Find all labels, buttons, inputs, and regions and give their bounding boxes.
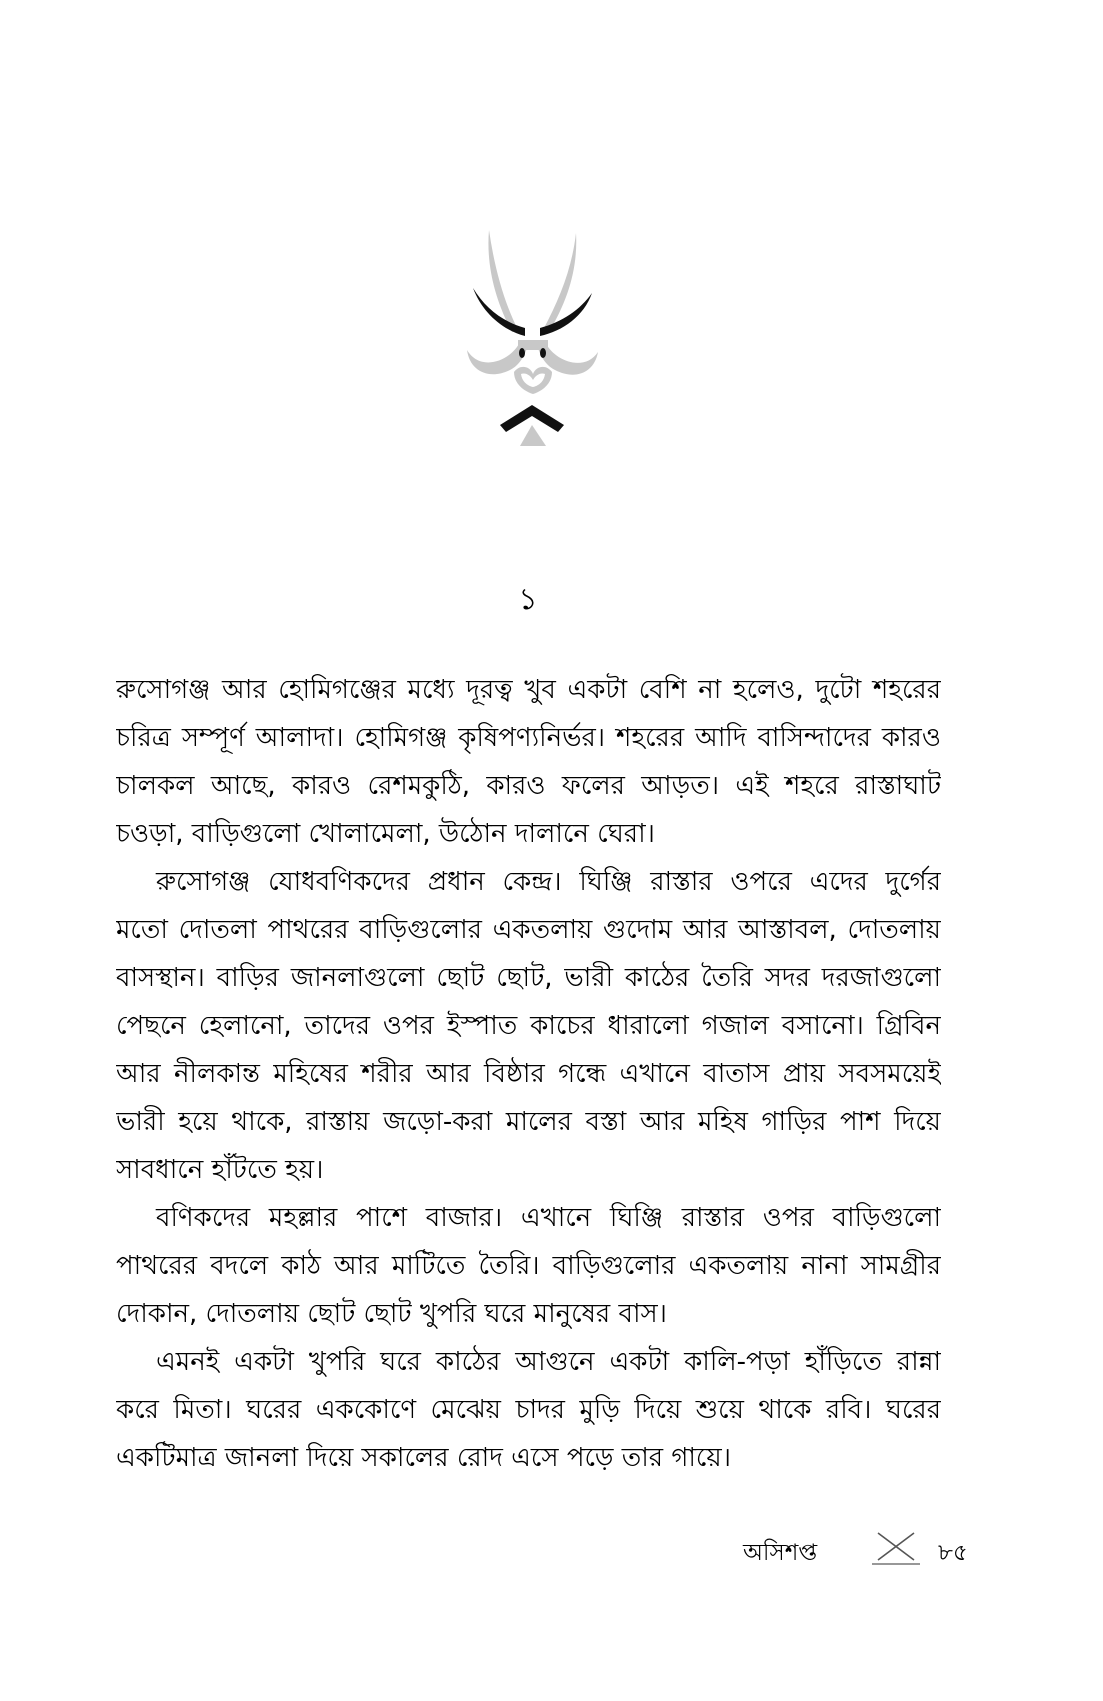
text-line: বাসস্থান। বাড়ির জানলাগুলো ছোট ছোট, ভারী কাঠের তৈরি সদর দরজাগুলো: [116, 963, 941, 993]
text-line: একটিমাত্র জানলা দিয়ে সকালের রোদ এসে পড়ে তার গায়ে।: [116, 1443, 731, 1473]
text-line: বণিকদের মহল্লার পাশে বাজার। এখানে ঘিঞ্জি রাস্তার ওপর বাড়িগুলো: [156, 1203, 941, 1233]
text-line: রুসোগঞ্জ যোধবণিকদের প্রধান কেন্দ্র। ঘিঞ্জি রাস্তার ওপরে এদের দুর্গের: [156, 867, 941, 897]
text-line: পাথরের বদলে কাঠ আর মাটিতে তৈরি। বাড়িগুলোর একতলায় নানা সামগ্রীর: [116, 1251, 941, 1281]
text-line: পেছনে হেলানো, তাদের ওপর ইস্পাত কাচের ধারালো গজাল বসানো। গ্রিবিন: [116, 1011, 941, 1041]
paragraph: [116, 1340, 941, 1484]
text-line: চওড়া, বাড়িগুলো খোলামেলা, উঠোন দালানে ঘেরা।: [116, 819, 655, 849]
book-title: অসিশপ্ত: [743, 1540, 818, 1566]
page-footer: [700, 1528, 990, 1572]
page-number: ৮৫: [938, 1540, 968, 1566]
text-line: রুসোগঞ্জ আর হোমিগঞ্জের মধ্যে দূরত্ব খুব একটা বেশি না হলেও, দুটো শহরের: [116, 675, 941, 705]
text-line: ভারী হয়ে থাকে, রাস্তায় জড়ো-করা মালের বস্তা আর মহিষ গাড়ির পাশ দিয়ে: [116, 1107, 941, 1137]
text-line: মতো দোতলা পাথরের বাড়িগুলোর একতলায় গুদোম আর আস্তাবল, দোতলায়: [116, 915, 941, 945]
paragraph: [116, 1196, 941, 1340]
chapter-number: ১: [518, 582, 538, 617]
paragraph: [116, 668, 941, 860]
text-line: চরিত্র সম্পূর্ণ আলাদা। হোমিগঞ্জ কৃষিপণ্যনির্ভর। শহরের আদি বাসিন্দাদের কারও: [116, 723, 941, 753]
text-line: করে মিতা। ঘরের এককোণে মেঝেয় চাদর মুড়ি দিয়ে শুয়ে থাকে রবি। ঘরের: [116, 1395, 941, 1425]
body-text: [116, 668, 941, 1484]
text-line: সাবধানে হাঁটতে হয়।: [116, 1155, 324, 1185]
text-line: আর নীলকান্ত মহিষের শরীর আর বিষ্ঠার গন্ধে এখানে বাতাস প্রায় সবসময়েই: [116, 1059, 941, 1089]
text-line: চালকল আছে, কারও রেশমকুঠি, কারও ফলের আড়ত। এই শহরে রাস্তাঘাট: [116, 771, 941, 801]
crossed-swords-icon: [868, 1528, 924, 1568]
text-line: এমনই একটা খুপরি ঘরে কাঠের আগুনে একটা কালি-পড়া হাঁড়িতে রান্না: [156, 1347, 941, 1377]
text-line: দোকান, দোতলায় ছোট ছোট খুপরি ঘরে মানুষের বাস।: [116, 1299, 667, 1329]
paragraph: [116, 860, 941, 1196]
kabuki-mask-icon: [440, 215, 630, 455]
